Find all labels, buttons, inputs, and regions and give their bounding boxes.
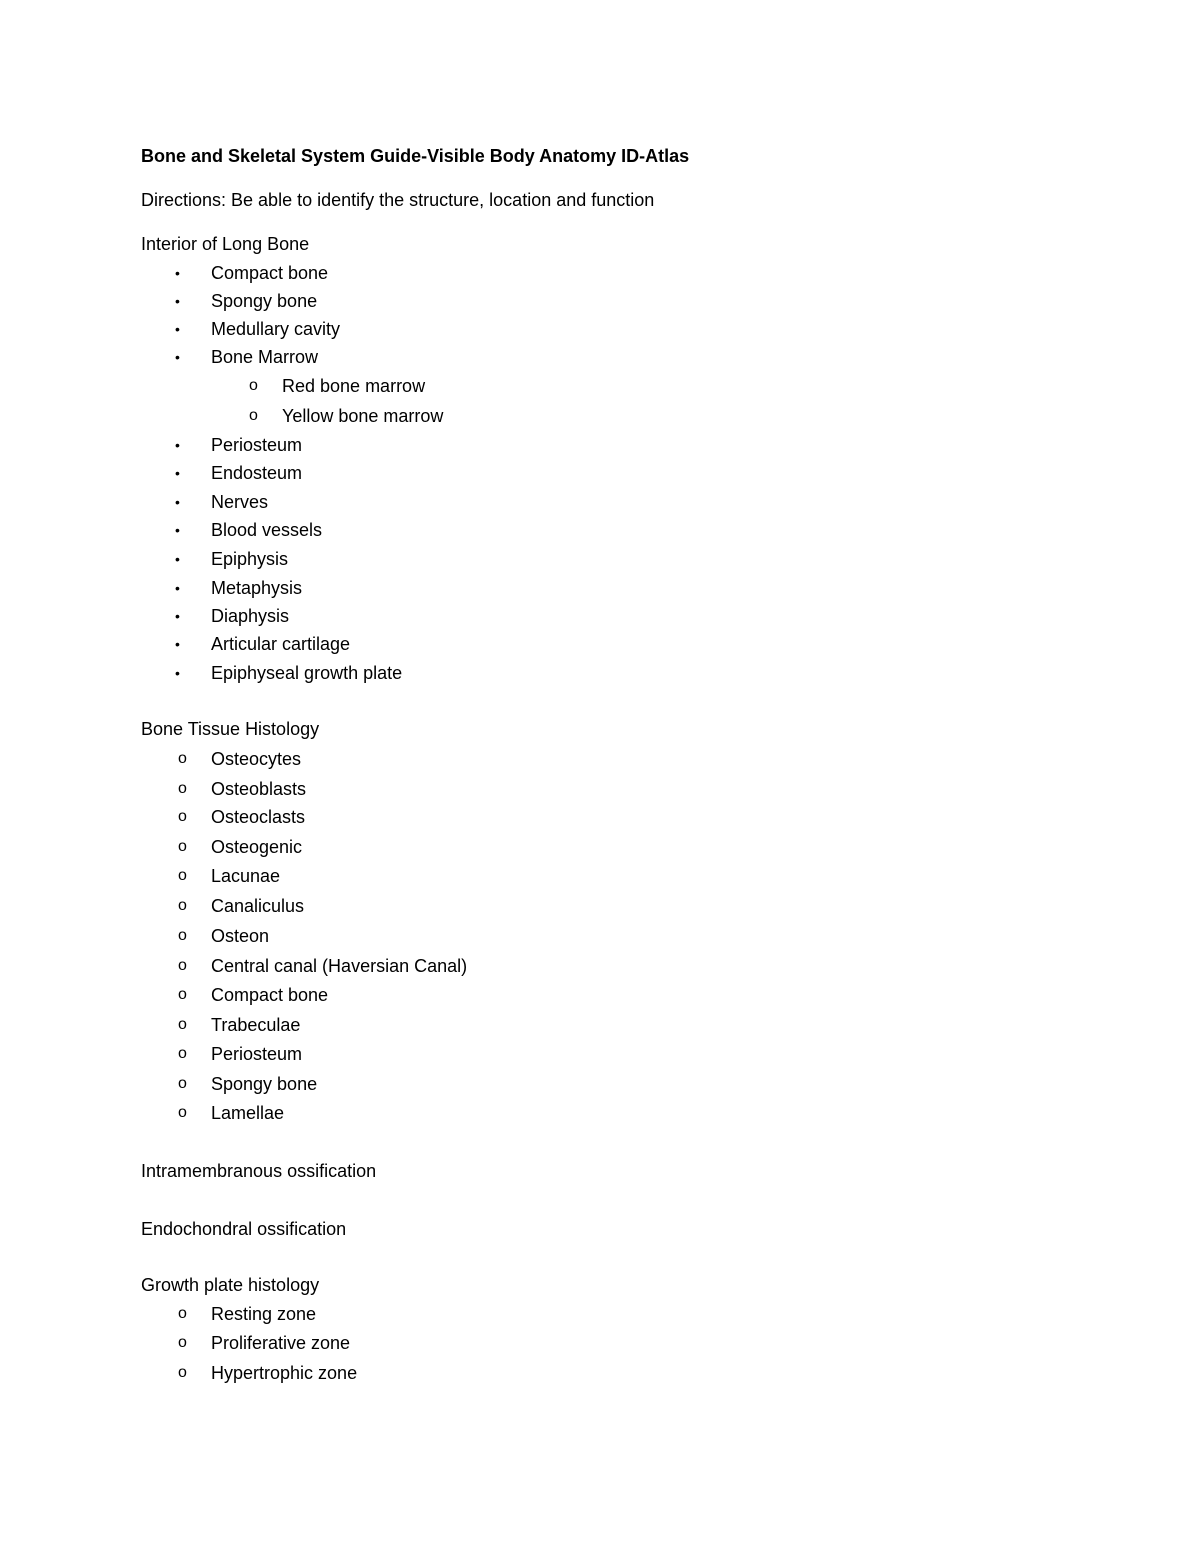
bullet-marker: • (175, 349, 180, 365)
circle-marker: o (178, 1334, 187, 1351)
circle-marker: o (178, 986, 187, 1003)
list-item: Medullary cavity (211, 319, 341, 339)
list-item: Blood vessels (211, 520, 323, 540)
circle-marker: o (178, 1305, 187, 1322)
list-item: Canaliculus (211, 896, 305, 916)
bullet-marker: • (175, 580, 180, 596)
section-heading-intramembranous: Intramembranous ossification (141, 1161, 377, 1181)
directions-text: Directions: Be able to identify the structure, location and function (141, 190, 655, 210)
list-item: Osteoclasts (211, 807, 306, 827)
list-item: Trabeculae (211, 1015, 301, 1035)
bullet-marker: • (175, 465, 180, 481)
list-item: Epiphysis (211, 549, 289, 569)
circle-marker: o (178, 808, 187, 825)
list-item: Diaphysis (211, 606, 290, 626)
circle-marker: o (178, 838, 187, 855)
bullet-marker: • (175, 608, 180, 624)
list-item: Periosteum (211, 1044, 303, 1064)
list-item: Bone Marrow (211, 347, 319, 367)
list-item: Lacunae (211, 866, 281, 886)
circle-marker: o (249, 377, 258, 394)
list-item: Articular cartilage (211, 634, 351, 654)
circle-marker: o (178, 750, 187, 767)
list-item: Proliferative zone (211, 1333, 351, 1353)
circle-marker: o (249, 407, 258, 424)
list-item: Epiphyseal growth plate (211, 663, 403, 683)
bullet-marker: • (175, 522, 180, 538)
section-heading-histology: Bone Tissue Histology (141, 719, 320, 739)
circle-marker: o (178, 1364, 187, 1381)
section-heading-growth-plate: Growth plate histology (141, 1275, 320, 1295)
list-item: Spongy bone (211, 291, 318, 311)
circle-marker: o (178, 957, 187, 974)
sub-list-item: Red bone marrow (282, 376, 426, 396)
circle-marker: o (178, 1075, 187, 1092)
circle-marker: o (178, 1045, 187, 1062)
bullet-marker: • (175, 494, 180, 510)
list-item: Osteon (211, 926, 270, 946)
list-item: Periosteum (211, 435, 303, 455)
list-item: Central canal (Haversian Canal) (211, 956, 468, 976)
list-item: Osteocytes (211, 749, 302, 769)
circle-marker: o (178, 927, 187, 944)
list-item: Metaphysis (211, 578, 303, 598)
bullet-marker: • (175, 636, 180, 652)
list-item: Compact bone (211, 985, 329, 1005)
circle-marker: o (178, 1104, 187, 1121)
list-item: Osteoblasts (211, 779, 307, 799)
bullet-marker: • (175, 265, 180, 281)
circle-marker: o (178, 867, 187, 884)
section-heading-endochondral: Endochondral ossification (141, 1219, 347, 1239)
list-item: Hypertrophic zone (211, 1363, 358, 1383)
bullet-marker: • (175, 551, 180, 567)
circle-marker: o (178, 897, 187, 914)
bullet-marker: • (175, 665, 180, 681)
circle-marker: o (178, 780, 187, 797)
list-item: Endosteum (211, 463, 303, 483)
list-item: Lamellae (211, 1103, 285, 1123)
list-item: Spongy bone (211, 1074, 318, 1094)
document-title: Bone and Skeletal System Guide-Visible Body Anatomy ID-Atlas (141, 146, 690, 166)
list-item: Compact bone (211, 263, 329, 283)
bullet-marker: • (175, 437, 180, 453)
list-item: Osteogenic (211, 837, 303, 857)
list-item: Nerves (211, 492, 269, 512)
bullet-marker: • (175, 293, 180, 309)
section-heading-interior: Interior of Long Bone (141, 234, 310, 254)
circle-marker: o (178, 1016, 187, 1033)
sub-list-item: Yellow bone marrow (282, 406, 444, 426)
list-item: Resting zone (211, 1304, 317, 1324)
bullet-marker: • (175, 321, 180, 337)
